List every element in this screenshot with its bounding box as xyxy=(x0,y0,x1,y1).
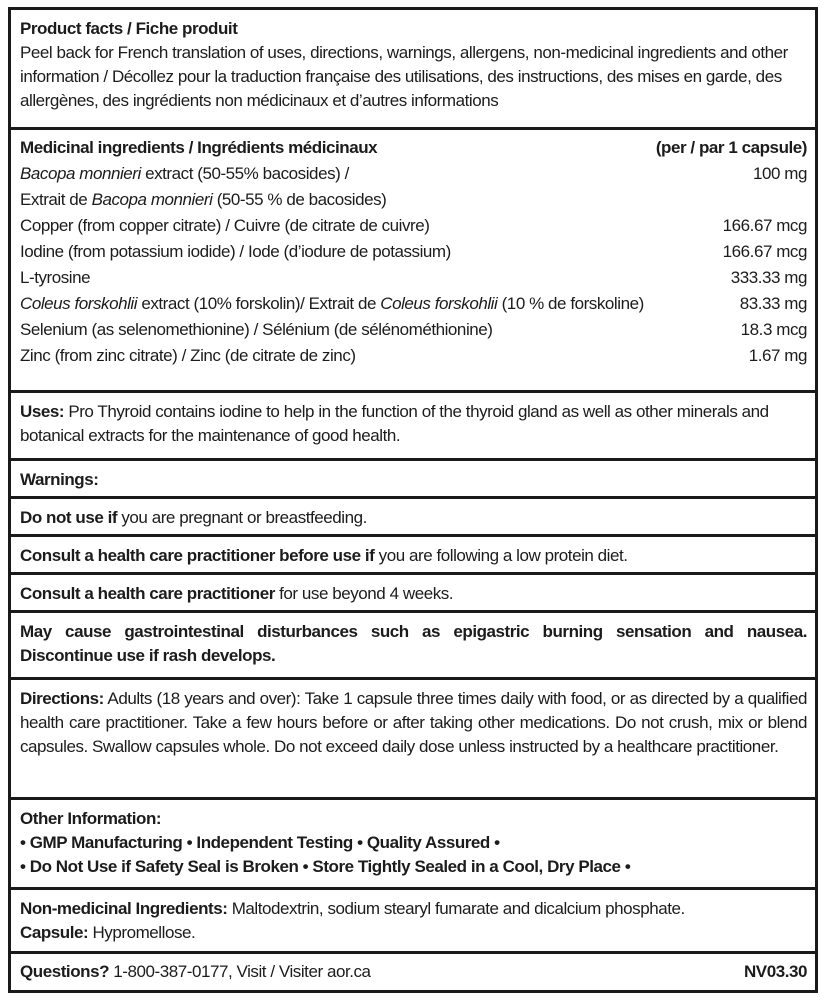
warning-1-section xyxy=(11,499,815,537)
ingredient-name-rest: (50-55 % de bacosides) xyxy=(212,190,387,209)
ingredient-name-pre: Extrait de xyxy=(20,190,92,209)
warning-1-text: you are pregnant or breastfeeding. xyxy=(117,508,367,527)
ingredient-name-italic: Coleus forskohlii xyxy=(20,294,138,313)
ingredient-row-iodine xyxy=(20,239,807,265)
medicinal-heading: Medicinal ingredients / Ingrédients médicinaux xyxy=(20,138,378,157)
uses-section xyxy=(11,393,815,461)
ingredient-name-mid: extract (10% forskolin)/ Extrait de xyxy=(137,294,381,313)
warning-4-section xyxy=(11,613,815,680)
product-label xyxy=(8,7,818,993)
uses-text: Pro Thyroid contains iodine to help in the function of the thyroid gland as well as other minerals and botanical extracts for the maintenance of good health. xyxy=(20,402,769,445)
ingredient-amount: 166.67 mcg xyxy=(722,242,807,261)
product-code: NV03.30 xyxy=(743,962,807,981)
uses-label: Uses: xyxy=(20,402,65,421)
ingredient-name-rest: extract (50-55% bacosides) / xyxy=(140,164,349,183)
ingredient-name xyxy=(20,161,349,187)
warning-2-section xyxy=(11,537,815,575)
non-medicinal-text: Maltodextrin, sodium stearyl fumarate and dicalcium phosphate. xyxy=(227,899,685,918)
warning-3-bold: Consult a health care practitioner xyxy=(20,584,275,603)
other-information-line-1: • GMP Manufacturing • Independent Testing • Quality Assured • xyxy=(20,833,500,852)
ingredient-amount: 18.3 mcg xyxy=(740,320,807,339)
directions-text: Adults (18 years and over): Take 1 capsule three times daily with food, or as directed by a qualified health care practitioner. Take a few hours before or after taking other medications. Do not crush, mix or blend capsules. Swallow capsules whole. Do not exceed daily dose unless instructed by a healthcare practitioner. xyxy=(20,689,807,756)
capsule-text: Hypromellose. xyxy=(88,923,196,942)
warnings-heading: Warnings: xyxy=(20,470,99,489)
ingredient-name xyxy=(20,291,644,317)
medicinal-ingredients-section xyxy=(11,130,815,393)
ingredient-row-zinc xyxy=(20,343,807,369)
medicinal-header-row xyxy=(20,135,807,161)
ingredient-row-bacopa-fr xyxy=(20,187,807,213)
non-medicinal-section xyxy=(11,890,815,954)
warning-1-bold: Do not use if xyxy=(20,508,118,527)
ingredient-name-end: (10 % de forskoline) xyxy=(497,294,644,313)
directions-section xyxy=(11,680,815,800)
other-information-section xyxy=(11,800,815,890)
questions-label: Questions? xyxy=(20,962,110,981)
ingredient-row-coleus xyxy=(20,291,807,317)
capsule-label: Capsule: xyxy=(20,923,89,942)
per-capsule-label: (per / par 1 capsule) xyxy=(655,138,807,157)
contact-line xyxy=(20,960,371,984)
warning-2-bold: Consult a health care practitioner before use if xyxy=(20,546,375,565)
ingredient-row-selenium xyxy=(20,317,807,343)
other-information-heading: Other Information: xyxy=(20,809,162,828)
ingredient-amount: 100 mg xyxy=(752,164,807,183)
product-facts-title: Product facts / Fiche produit xyxy=(20,19,238,38)
ingredient-amount: 333.33 mg xyxy=(730,268,807,287)
ingredient-name: Iodine (from potassium iodide) / Iode (d’iodure de potassium) xyxy=(20,242,451,261)
footer-row xyxy=(20,960,807,984)
ingredient-name: L-tyrosine xyxy=(20,268,91,287)
ingredient-name-italic: Coleus forskohlii xyxy=(380,294,498,313)
footer-section xyxy=(11,954,815,990)
capsule-line xyxy=(20,921,807,945)
ingredient-name: Zinc (from zinc citrate) / Zinc (de citrate de zinc) xyxy=(20,346,356,365)
ingredient-amount: 83.33 mg xyxy=(739,294,807,313)
ingredient-name-italic: Bacopa monnieri xyxy=(91,190,213,209)
warnings-heading-section xyxy=(11,461,815,499)
ingredient-amount: 166.67 mcg xyxy=(722,216,807,235)
warning-3-text: for use beyond 4 weeks. xyxy=(274,584,454,603)
ingredient-row-bacopa xyxy=(20,161,807,187)
ingredient-amount: 1.67 mg xyxy=(748,346,807,365)
warning-3-section xyxy=(11,575,815,613)
warning-4-text: May cause gastrointestinal disturbances such as epigastric burning sensation and nausea. Discontinue use if rash develops. xyxy=(20,622,807,665)
ingredient-name: Copper (from copper citrate) / Cuivre (de citrate de cuivre) xyxy=(20,216,430,235)
other-information-line-2: • Do Not Use if Safety Seal is Broken • Store Tightly Sealed in a Cool, Dry Place • xyxy=(20,857,631,876)
non-medicinal-label: Non-medicinal Ingredients: xyxy=(20,899,228,918)
product-facts-section xyxy=(11,10,815,130)
ingredient-name xyxy=(20,187,386,213)
contact-text: 1-800-387-0177, Visit / Visiter aor.ca xyxy=(109,962,371,981)
warning-2-text: you are following a low protein diet. xyxy=(374,546,628,565)
ingredient-name: Selenium (as selenomethionine) / Sélénium (de sélénométhionine) xyxy=(20,320,493,339)
ingredient-row-tyrosine xyxy=(20,265,807,291)
ingredient-name-italic: Bacopa monnieri xyxy=(20,164,141,183)
ingredient-row-copper xyxy=(20,213,807,239)
non-medicinal-line xyxy=(20,897,807,921)
directions-label: Directions: xyxy=(20,689,104,708)
product-facts-text: Peel back for French translation of uses, directions, warnings, allergens, non-medicinal ingredients and other information / Décollez pour la traduction française des utilisations, des instructions, des mises en garde, des allergènes, des ingrédients non médicinaux et d’autres informations xyxy=(20,43,788,110)
